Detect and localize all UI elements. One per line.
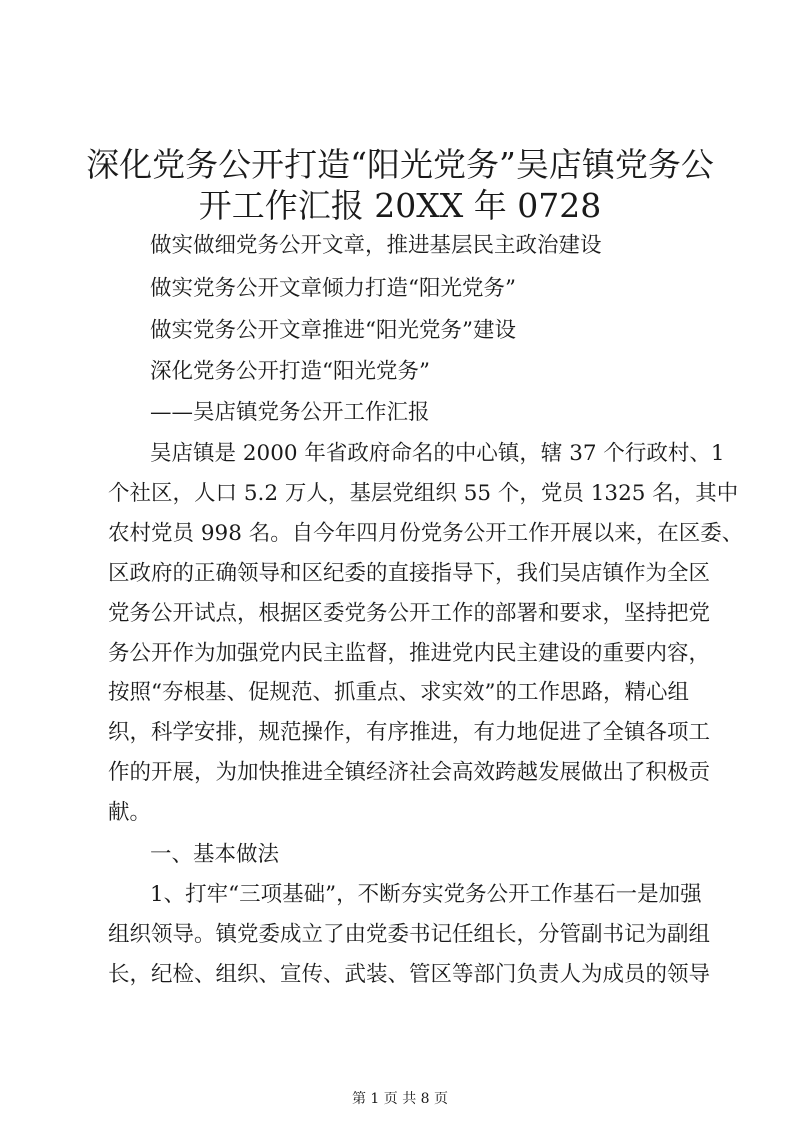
- paragraph-1-line: 献。: [108, 800, 152, 825]
- paragraph-1-line: 农村党员 998 名。自今年四月份党务公开工作开展以来，在区委、: [108, 521, 744, 546]
- paragraph-2-line: 组织领导。镇党委成立了由党委书记任组长，分管副书记为副组: [108, 922, 711, 947]
- document-title-line-2: 开工作汇报 20XX 年 0728: [198, 186, 602, 225]
- paragraph-1-line: 织，科学安排，规范操作，有序推进，有力地促进了全镇各项工: [108, 720, 711, 745]
- paragraph-1-line: 作的开展，为加快推进全镇经济社会高效跨越发展做出了积极贡: [108, 760, 711, 785]
- subheading-2: 做实党务公开文章倾力打造“阳光党务”: [150, 276, 516, 301]
- paragraph-2-line: 长，纪检、组织、宣传、武装、管区等部门负责人为成员的领导: [108, 962, 711, 987]
- subheading-1: 做实做细党务公开文章，推进基层民主政治建设: [150, 233, 602, 258]
- paragraph-1-line: 吴店镇是 2000 年省政府命名的中心镇，辖 37 个行政村、1: [150, 441, 725, 466]
- paragraph-1-line: 区政府的正确领导和区纪委的直接指导下，我们吴店镇作为全区: [108, 561, 711, 586]
- subheading-5: ——吴店镇党务公开工作汇报: [150, 400, 430, 425]
- page-number-footer: 第 1 页 共 8 页: [351, 1091, 449, 1107]
- paragraph-1-line: 按照“夯根基、促规范、抓重点、求实效”的工作思路，精心组: [108, 680, 689, 705]
- paragraph-1-line: 个社区，人口 5.2 万人，基层党组织 55 个，党员 1325 名，其中: [108, 481, 739, 506]
- document-title-line-1: 深化党务公开打造“阳光党务”吴店镇党务公: [86, 145, 714, 184]
- paragraph-1-line: 务公开作为加强党内民主监督，推进党内民主建设的重要内容，: [108, 641, 711, 666]
- paragraph-1-line: 党务公开试点，根据区委党务公开工作的部署和要求，坚持把党: [108, 601, 711, 626]
- subheading-3: 做实党务公开文章推进“阳光党务”建设: [150, 318, 516, 343]
- paragraph-2-line: 1、打牢“三项基础”，不断夯实党务公开工作基石一是加强: [150, 882, 702, 907]
- section-heading: 一、基本做法: [150, 842, 280, 867]
- subheading-4: 深化党务公开打造“阳光党务”: [150, 359, 430, 384]
